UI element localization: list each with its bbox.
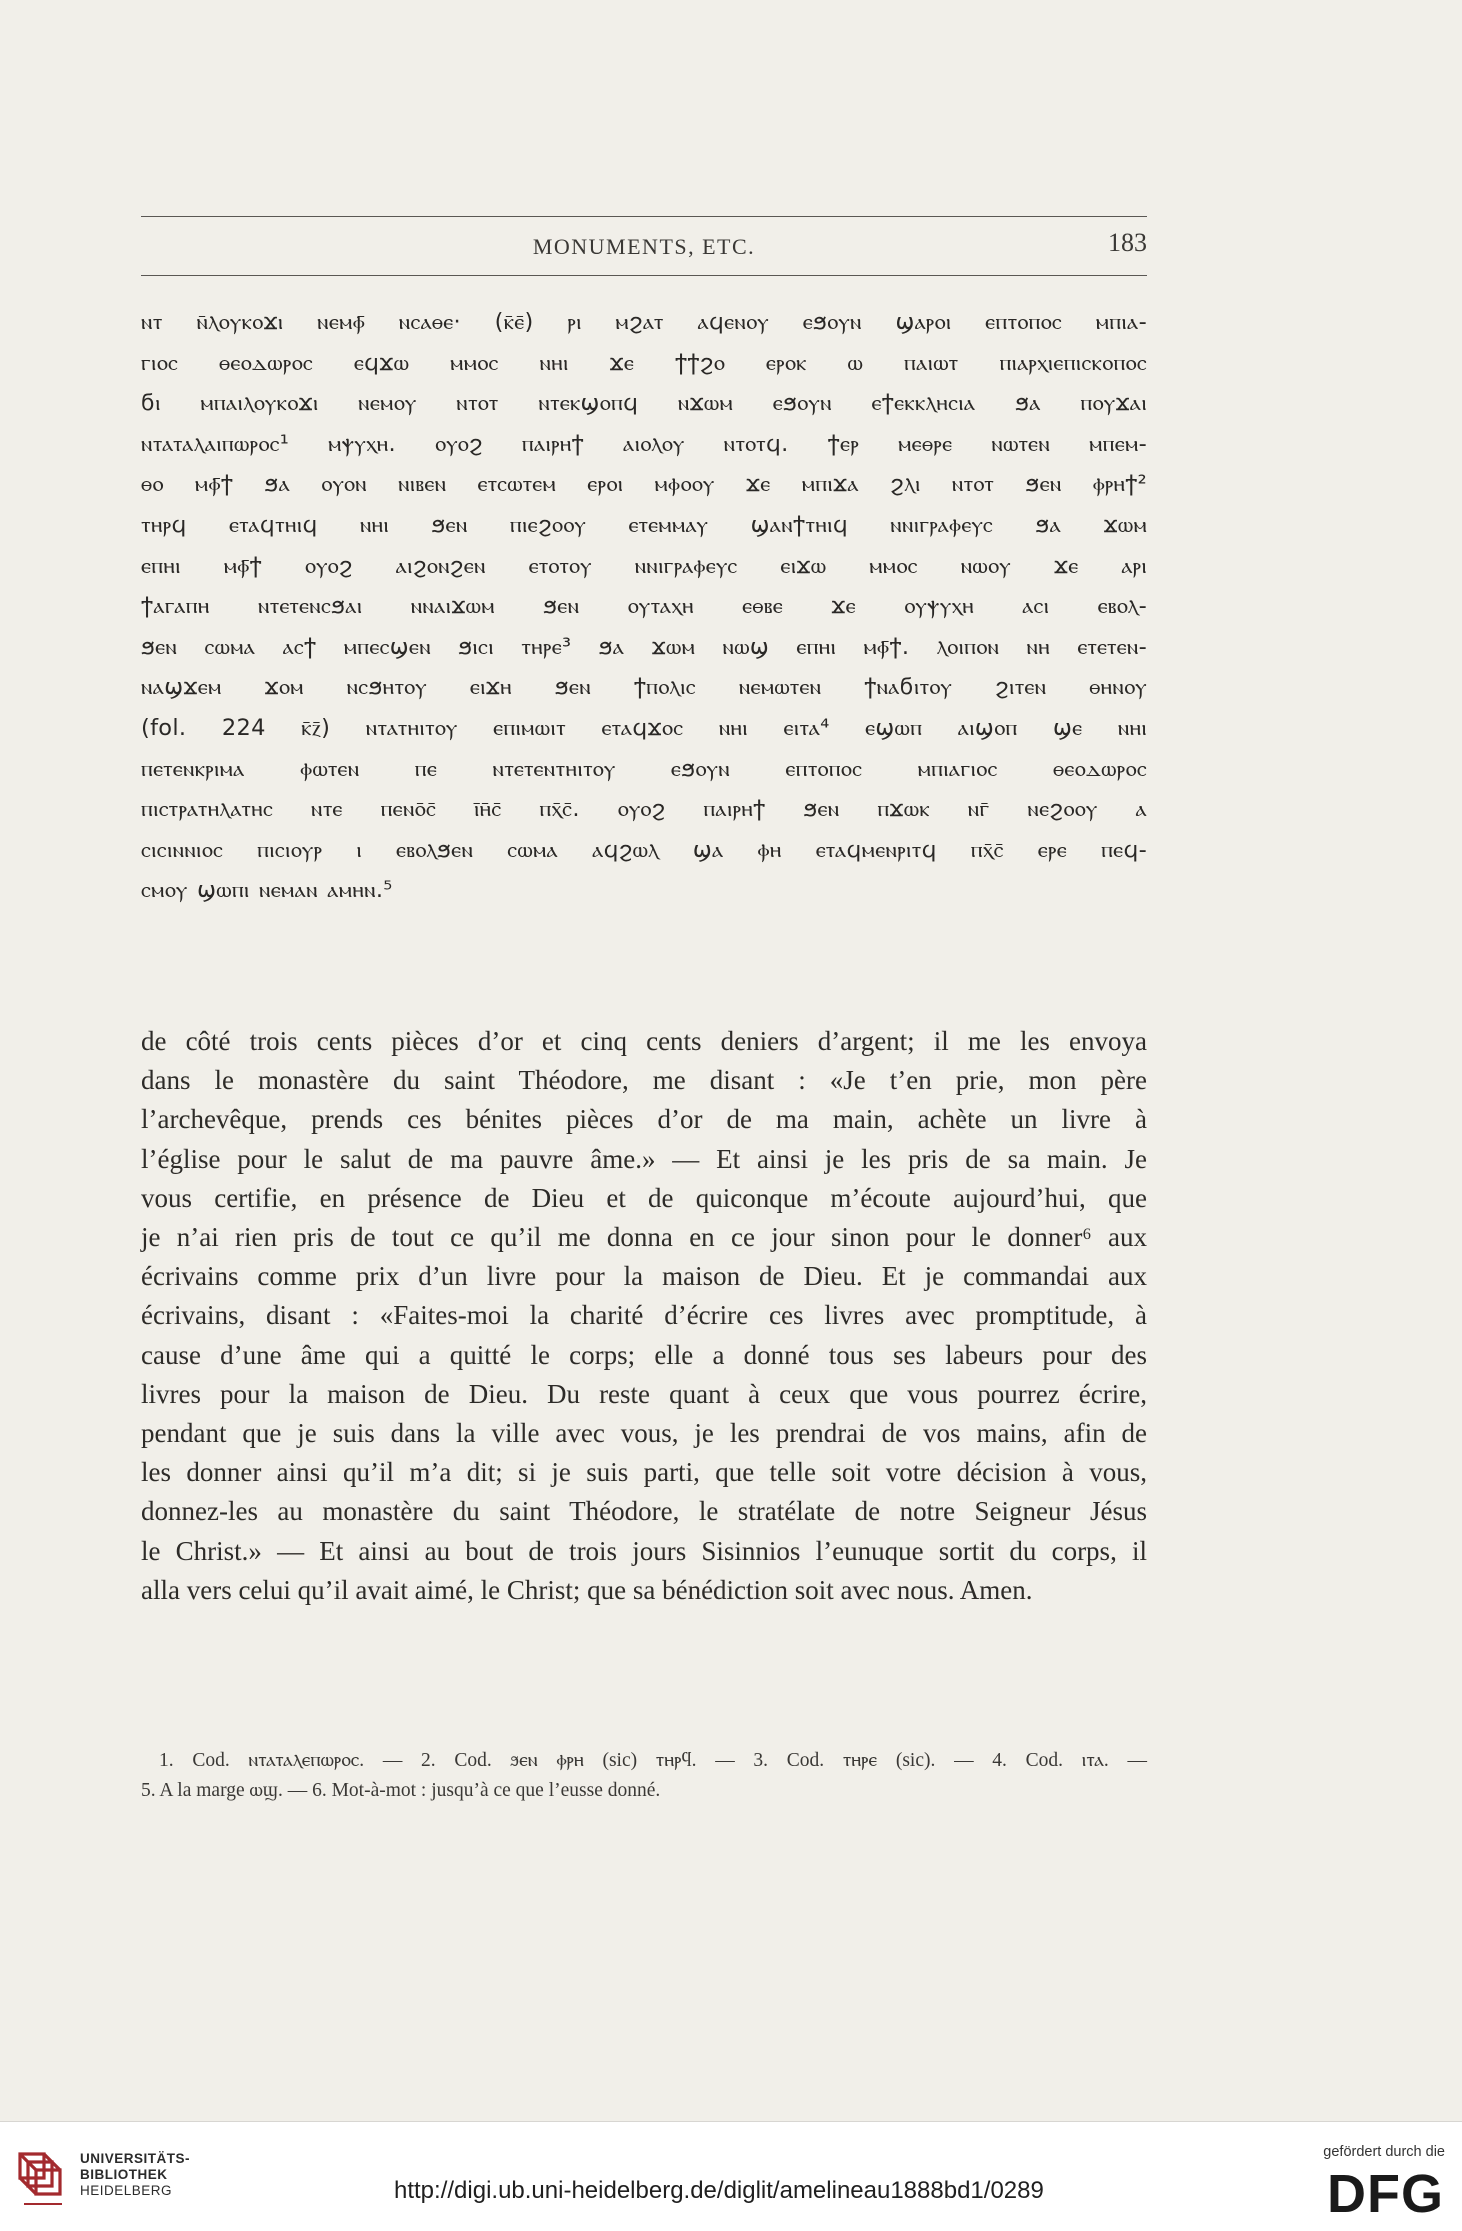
french-line: écrivains comme prix d’un livre pour la maison de Dieu. Et je commandai aux	[141, 1261, 1147, 1292]
french-line: vous certifie, en présence de Dieu et de quiconque m’écoute aujourd’hui, que	[141, 1182, 1147, 1213]
coptic-line: ⲧⲏⲣϥ ⲉⲧⲁϥⲧⲏⲓϥ ⲛⲏⲓ ϧⲉⲛ ⲡⲓⲉϩⲟⲟⲩ ⲉⲧⲉⲙⲙⲁⲩ ϣⲁⲛϯⲧⲏⲓϥ ⲛⲛⲓⲅⲣⲁⲫⲉⲩⲥ ϧⲁ ϫⲱⲙ	[141, 511, 1147, 538]
french-line: pendant que je suis dans la ville avec vous, je les prendrai de vos mains, afin de	[141, 1418, 1147, 1449]
french-line: le Christ.» — Et ainsi au bout de trois jours Sisinnios l’eunuque sortit du corps, il	[141, 1535, 1147, 1566]
header-rule-bottom	[141, 275, 1147, 276]
footnote-line: 5. A la marge ⲱϣ. — 6. Mot-à-mot : jusqu’à ce que l’eusse donné.	[141, 1780, 661, 1801]
dfg-logo[interactable]: DFG	[1327, 2164, 1444, 2224]
coptic-line: ⲥⲙⲟⲩ ϣⲱⲡⲓ ⲛⲉⲙⲁⲛ ⲁⲙⲏⲛ.⁵	[141, 877, 393, 904]
library-name-line: HEIDELBERG	[80, 2183, 173, 2198]
footnotes	[141, 1746, 1147, 1806]
library-name-line: UNIVERSITÄTS-	[80, 2151, 191, 2166]
french-line: les donner ainsi qu’il m’a dit; si je suis parti, que telle soit votre décision à vous,	[141, 1457, 1147, 1488]
library-name-line: BIBLIOTHEK	[80, 2167, 168, 2182]
coptic-line: ⲡⲓⲥⲧⲣⲁⲧⲏⲗⲁⲧⲏⲥ ⲛⲧⲉ ⲡⲉⲛⲟ̄ⲥ̄ ⲓ̄ⲏ̄ⲥ̄ ⲡⲭ̄ⲥ̄. ⲟⲩⲟϩ ⲡⲁⲓⲣⲏϯ ϧⲉⲛ ⲡϫⲱⲕ ⲛⲅ̄ ⲛⲉϩⲟⲟⲩ ⲁ	[141, 796, 1147, 823]
coptic-line: ⲛⲁϣϫⲉⲙ ϫⲟⲙ ⲛⲥϧⲏⲧⲟⲩ ⲉⲓϫⲏ ϧⲉⲛ ϯⲡⲟⲗⲓⲥ ⲛⲉⲙⲱⲧⲉⲛ ϯⲛⲁϭⲓⲧⲟⲩ ϩⲓⲧⲉⲛ ⲑⲏⲛⲟⲩ	[141, 674, 1147, 701]
coptic-line: ⲑⲟ ⲙⲫ̄ϯ ϧⲁ ⲟⲩⲟⲛ ⲛⲓⲃⲉⲛ ⲉⲧⲥⲱⲧⲉⲙ ⲉⲣⲟⲓ ⲙⲫⲟⲟⲩ ϫⲉ ⲙⲡⲓϫⲁ ϩⲗⲓ ⲛⲧⲟⲧ ϧⲉⲛ ⲫⲣⲏϯ²	[141, 471, 1147, 498]
french-translation-block	[141, 1022, 1147, 1610]
coptic-line: ⲛⲧ ⲛ̄ⲗⲟⲩⲕⲟϫⲓ ⲛⲉⲙⲫ̄ ⲛⲥⲁⲑⲉ· (ⲕ̄ⲉ̄) ⲣⲓ ⲙϩⲁⲧ ⲁϥⲉⲛⲟⲩ ⲉϧⲟⲩⲛ ϣⲁⲣⲟⲓ ⲉⲡⲧⲟⲡⲟⲥ ⲙⲡⲓⲁ-	[141, 309, 1147, 335]
coptic-line: ϭⲓ ⲙⲡⲁⲓⲗⲟⲩⲕⲟϫⲓ ⲛⲉⲙⲟⲩ ⲛⲧⲟⲧ ⲛⲧⲉⲕϣⲟⲡϥ ⲛϫⲱⲙ ⲉϧⲟⲩⲛ ⲉϯⲉⲕⲕⲗⲏⲥⲓⲁ ϧⲁ ⲡⲟⲩϫⲁⲓ	[141, 390, 1147, 417]
page-number: 183	[1108, 228, 1147, 257]
french-line: livres pour la maison de Dieu. Du reste quant à ceux que vous pourrez écrire,	[141, 1378, 1147, 1409]
header-rule-top	[141, 216, 1147, 217]
coptic-line: ⲅⲓⲟⲥ ⲑⲉⲟⲇⲱⲣⲟⲥ ⲉϥϫⲱ ⲙⲙⲟⲥ ⲛⲏⲓ ϫⲉ ϯϯϩⲟ ⲉⲣⲟⲕ ⲱ ⲡⲁⲓⲱⲧ ⲡⲓⲁⲣⲭⲓⲉⲡⲓⲥⲕⲟⲡⲟⲥ	[141, 349, 1147, 376]
french-line: l’église pour le salut de ma pauvre âme.» — Et ainsi je les pris de sa main. Je	[141, 1143, 1147, 1174]
coptic-line: ⲛⲧⲁⲧⲁⲗⲁⲓⲡⲱⲣⲟⲥ¹ ⲙⲯⲩⲭⲏ. ⲟⲩⲟϩ ⲡⲁⲓⲣⲏϯ ⲁⲓⲟⲗⲟⲩ ⲛⲧⲟⲧϥ. ϯⲉⲣ ⲙⲉⲑⲣⲉ ⲛⲱⲧⲉⲛ ⲙⲡⲉⲙ-	[141, 430, 1147, 457]
coptic-line: ϧⲉⲛ ⲥⲱⲙⲁ ⲁⲥϯ ⲙⲡⲉⲥϣⲉⲛ ϧⲓⲥⲓ ⲧⲏⲣⲉ³ ϧⲁ ϫⲱⲙ ⲛⲱϣ ⲉⲡⲏⲓ ⲙⲫ̄ϯ. ⲗⲟⲓⲡⲟⲛ ⲛⲏ ⲉⲧⲉⲧⲉⲛ-	[141, 633, 1147, 660]
french-line: cause d’une âme qui a quitté le corps; elle a donné tous ses labeurs pour des	[141, 1339, 1147, 1370]
coptic-line: ϯⲁⲅⲁⲡⲏ ⲛⲧⲉⲧⲉⲛⲥϧⲁⲓ ⲛⲛⲁⲓϫⲱⲙ ϧⲉⲛ ⲟⲩⲧⲁⲭⲏ ⲉⲑⲃⲉ ϫⲉ ⲟⲩⲯⲩⲭⲏ ⲁⲥⲓ ⲉⲃⲟⲗ-	[141, 593, 1147, 620]
coptic-text-block	[141, 302, 1147, 911]
french-line: je n’ai rien pris de tout ce qu’il me donna en ce jour sinon pour le donner⁶ aux	[141, 1222, 1147, 1253]
french-line: de côté trois cents pièces d’or et cinq cents deniers d’argent; il me les envoya	[141, 1026, 1147, 1056]
funding-caption: gefördert durch die	[1323, 2144, 1445, 2160]
digitization-footer	[0, 2121, 1462, 2231]
university-library-logo-icon[interactable]	[14, 2148, 70, 2210]
footnote-line: 1. Cod. ⲛⲧⲁⲧⲁⲗⲉⲡⲱⲣⲟⲥ. — 2. Cod. ϧⲉⲛ ⲫⲣⲏ (sic) ⲧⲏⲣϥ. — 3. Cod. ⲧⲏⲣⲉ (sic). — 4. Cod. ⲓⲧⲁ. —	[159, 1750, 1147, 1771]
coptic-line: ⲥⲓⲥⲓⲛⲛⲓⲟⲥ ⲡⲓⲥⲓⲟⲩⲣ ⲓ ⲉⲃⲟⲗϧⲉⲛ ⲥⲱⲙⲁ ⲁϥϩⲱⲗ ϣⲁ ⲫⲏ ⲉⲧⲁϥⲙⲉⲛⲣⲓⲧϥ ⲡⲭ̄ⲥ̄ ⲉⲣⲉ ⲡⲉϥ-	[141, 836, 1147, 863]
coptic-line: ⲡⲉⲧⲉⲛⲕⲣⲓⲙⲁ ⲫⲱⲧⲉⲛ ⲡⲉ ⲛⲧⲉⲧⲉⲛⲧⲏⲓⲧⲟⲩ ⲉϧⲟⲩⲛ ⲉⲡⲧⲟⲡⲟⲥ ⲙⲡⲓⲁⲅⲓⲟⲥ ⲑⲉⲟⲇⲱⲣⲟⲥ	[141, 755, 1147, 782]
french-line: donnez-les au monastère du saint Théodore, le stratélate de notre Seigneur Jésus	[141, 1496, 1147, 1527]
french-line: écrivains, disant : «Faites-moi la charité d’écrire ces livres avec promptitude, à	[141, 1300, 1147, 1331]
running-title: MONUMENTS, ETC.	[532, 234, 756, 259]
french-line: alla vers celui qu’il avait aimé, le Christ; que sa bénédiction soit avec nous. Amen.	[141, 1574, 1033, 1605]
french-line: dans le monastère du saint Théodore, me disant : «Je t’en prie, mon père	[141, 1065, 1147, 1096]
coptic-line: (fol. 224 ⲕ̄ⲍ̄) ⲛⲧⲁⲧⲏⲓⲧⲟⲩ ⲉⲡⲓⲙⲱⲓⲧ ⲉⲧⲁϥϫⲟⲥ ⲛⲏⲓ ⲉⲓⲧⲁ⁴ ⲉϣⲱⲡ ⲁⲓϣⲟⲡ ϣⲉ ⲛⲏⲓ	[141, 714, 1147, 741]
french-line: l’archevêque, prends ces bénites pièces d’or de ma main, achète un livre à	[141, 1104, 1147, 1135]
permalink-url[interactable]: http://digi.ub.uni-heidelberg.de/diglit/amelineau1888bd1/0289	[394, 2177, 1044, 2204]
coptic-line: ⲉⲡⲏⲓ ⲙⲫ̄ϯ ⲟⲩⲟϩ ⲁⲓϩⲟⲛϩⲉⲛ ⲉⲧⲟⲧⲟⲩ ⲛⲛⲓⲅⲣⲁⲫⲉⲩⲥ ⲉⲓϫⲱ ⲙⲙⲟⲥ ⲛⲱⲟⲩ ϫⲉ ⲁⲣⲓ	[141, 552, 1147, 579]
library-name	[80, 2151, 190, 2199]
